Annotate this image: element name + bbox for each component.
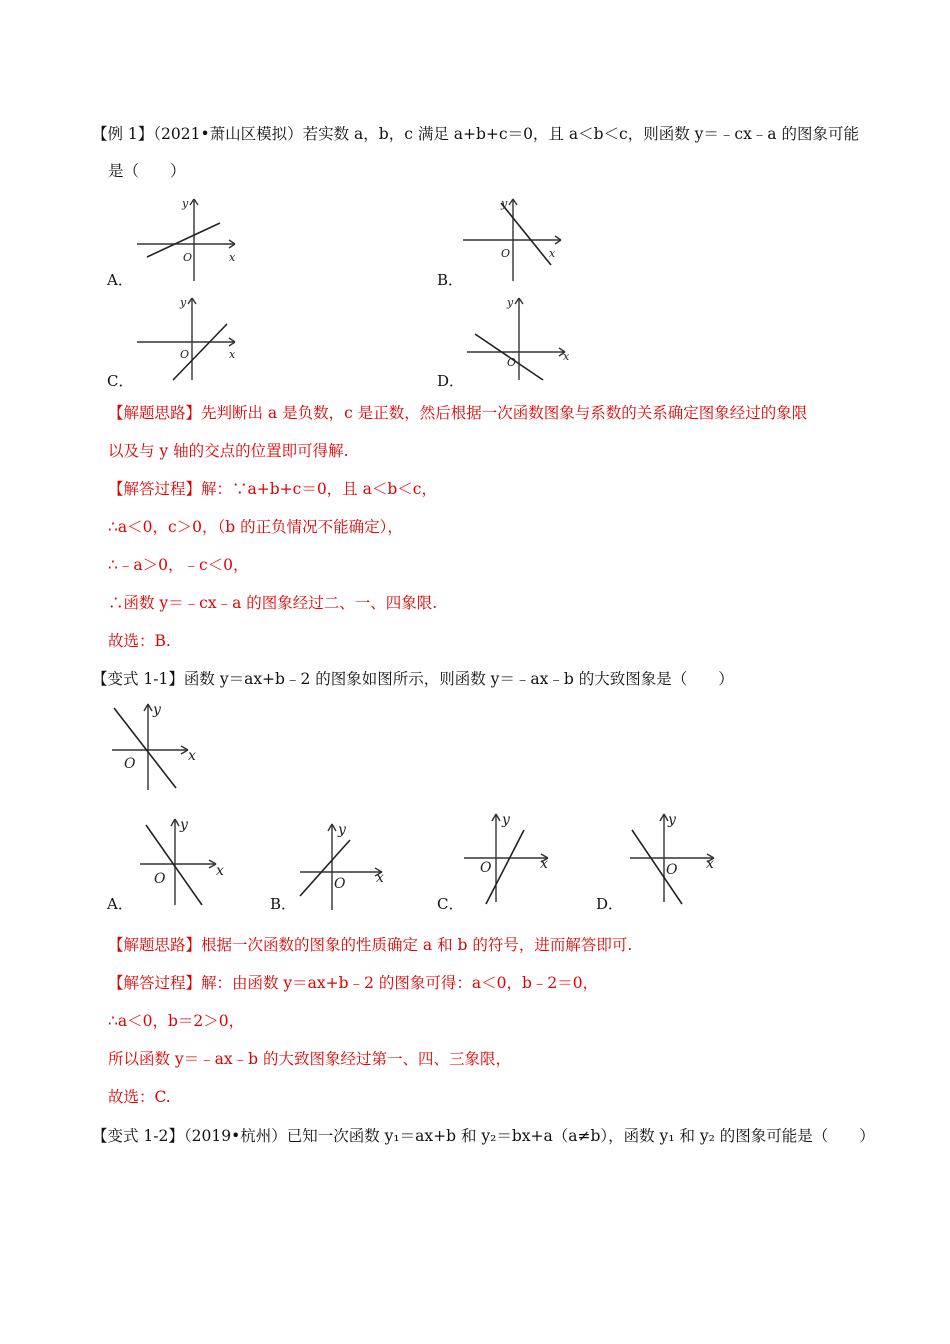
example-1-thinking-line-1: 【解题思路】先判断出 a 是负数，c 是正数，然后根据一次函数图象与系数的关系确定图象经过的象限 [108,404,808,422]
variant-1-1-question: 【变式 1-1】函数 y＝ax+b﹣2 的图象如图所示，则函数 y＝﹣ax﹣b 的大致图象是（ ） [92,670,734,688]
y-label: y [668,812,676,828]
variant-1-1-option-c: C． [437,895,464,913]
variant-1-1-solution-line-2: ∴a＜0，b＝2＞0， [108,1012,245,1030]
example-1-question-line-2: 是（ ） [108,162,186,180]
variant-1-1-option-b: B． [270,895,297,913]
origin-label: O [334,876,346,892]
y-label: y [180,817,188,833]
example-1-option-a: A． [107,271,133,289]
origin-label: O [480,860,492,876]
function-line [146,825,202,905]
function-line [114,708,176,788]
example-1-solution-line-4: ∴函数 y＝﹣cx﹣a 的图象经过二、一、四象限. [108,594,438,612]
function-line [486,830,524,904]
y-label: y [501,197,508,210]
example-1-solution-line-3: ∴﹣a＞0，﹣c＜0， [108,556,249,574]
x-label: x [540,856,548,872]
variant-1-1-answer: 故选：C. [108,1088,171,1106]
example-1-graph-a [137,195,247,285]
x-label: x [549,247,556,260]
example-1-option-b: B． [437,271,464,289]
x-label: x [706,856,714,872]
origin-label: O [507,356,517,369]
origin-label: O [501,247,511,260]
origin-label: O [183,251,193,264]
example-1-question-line-1: 【例 1】（2021•萧山区模拟）若实数 a，b，c 满足 a+b+c＝0，且 a＜b＜c，则函数 y＝﹣cx﹣a 的图象可能 [92,125,859,143]
variant-1-1-graph-c [462,810,562,910]
variant-1-1-solution-line-1: 【解答过程】解：由函数 y＝ax+b﹣2 的图象可得：a＜0，b﹣2＝0， [108,974,599,992]
x-label: x [376,870,384,886]
y-label: y [502,812,510,828]
origin-label: O [124,756,136,772]
example-1-solution-line-1: 【解答过程】解：∵a+b+c＝0，且 a＜b＜c， [108,480,437,498]
origin-label: O [180,348,190,361]
x-label: x [188,748,196,764]
example-1-solution-line-2: ∴a＜0，c＞0，（b 的正负情况不能确定）， [108,518,403,536]
variant-1-1-given-graph [110,700,205,795]
variant-1-1-option-d: D． [596,895,624,913]
x-label: x [563,350,570,363]
y-label: y [180,296,187,309]
variant-1-1-graph-a [138,815,233,910]
y-label: y [338,822,346,838]
variant-1-1-solution-line-3: 所以函数 y＝﹣ax﹣b 的大致图象经过第一、四、三象限， [108,1050,512,1068]
variant-1-1-graph-d [628,810,728,910]
example-1-option-c: C． [107,372,134,390]
x-label: x [229,251,236,264]
example-1-graph-b [463,195,573,285]
variant-1-2-question: 【变式 1-2】（2019•杭州）已知一次函数 y₁＝ax+b 和 y₂＝bx+a（a≠b），函数 y₁ 和 y₂ 的图象可能是（ ） [92,1127,875,1145]
y-label: y [182,197,189,210]
x-label: x [229,348,236,361]
variant-1-1-option-a: A． [107,895,133,913]
y-label: y [153,702,161,718]
example-1-graph-d [467,294,577,384]
example-1-graph-c [137,294,247,384]
variant-1-1-thinking: 【解题思路】根据一次函数的图象的性质确定 a 和 b 的符号，进而解答即可. [108,936,633,954]
y-label: y [507,296,514,309]
variant-1-1-graph-b [298,820,393,915]
example-1-answer: 故选：B. [108,632,171,650]
origin-label: O [666,862,678,878]
origin-label: O [154,871,166,887]
example-1-thinking-line-2: 以及与 y 轴的交点的位置即可得解. [108,442,349,460]
x-label: x [216,863,224,879]
example-1-option-d: D． [437,372,465,390]
